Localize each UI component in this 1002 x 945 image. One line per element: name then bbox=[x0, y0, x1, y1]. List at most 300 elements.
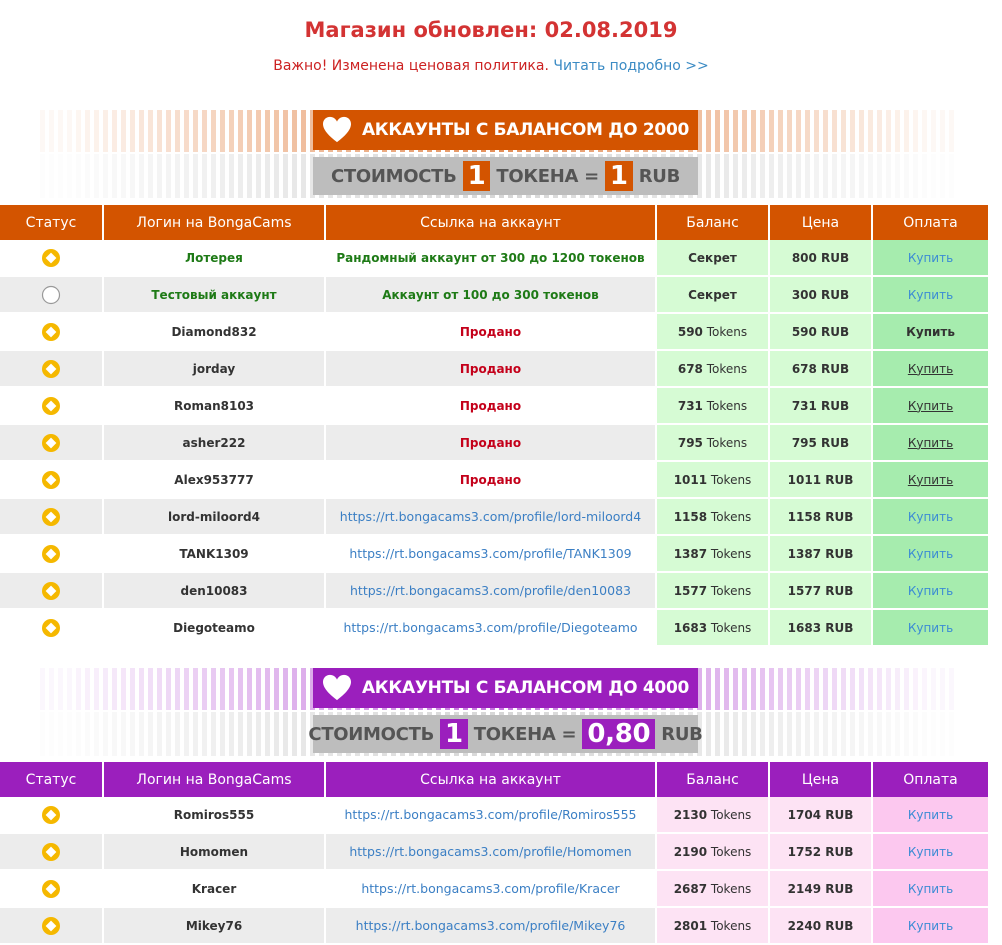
column-header: Логин на BongaCams bbox=[104, 205, 326, 240]
banner-stripe bbox=[112, 110, 117, 152]
banner-stripe bbox=[265, 668, 270, 710]
banner-stripe bbox=[796, 668, 801, 710]
balance-unit: Tokens bbox=[707, 807, 752, 822]
banner-stripe bbox=[859, 712, 864, 756]
table-row bbox=[0, 499, 990, 536]
banner-stripe bbox=[868, 712, 873, 756]
banner-stripe bbox=[760, 712, 765, 756]
banner-stripe bbox=[202, 154, 207, 198]
payment-cell bbox=[873, 277, 990, 314]
buy-button[interactable]: Купить bbox=[907, 546, 954, 561]
banner-stripe bbox=[706, 712, 711, 756]
banner-stripe bbox=[76, 110, 81, 152]
banner-stripe bbox=[94, 668, 99, 710]
price-value: 2240 RUB bbox=[787, 918, 854, 933]
balance-cell bbox=[657, 834, 770, 871]
banner-stripe bbox=[904, 668, 909, 710]
banner-stripe bbox=[283, 712, 288, 756]
banner-stripe bbox=[895, 668, 900, 710]
banner-stripe bbox=[58, 668, 63, 710]
column-header: Статус bbox=[0, 762, 104, 797]
banner-stripe bbox=[238, 110, 243, 152]
sold-label: Продано bbox=[459, 361, 522, 376]
banner-stripe bbox=[94, 110, 99, 152]
login-text: Mikey76 bbox=[185, 918, 243, 933]
banner-stripe bbox=[895, 712, 900, 756]
account-link-cell bbox=[326, 573, 657, 610]
banner-stripe bbox=[769, 110, 774, 152]
login-cell bbox=[104, 499, 326, 536]
balance-unit: Tokens bbox=[707, 918, 752, 933]
buy-button[interactable]: Купить bbox=[907, 918, 954, 933]
account-profile-link[interactable]: https://rt.bongacams3.com/profile/TANK1309 bbox=[349, 546, 632, 561]
banner-stripe bbox=[859, 154, 864, 198]
accounts-table-2000 bbox=[0, 205, 990, 647]
banner-stripe bbox=[76, 154, 81, 198]
login-text: Homomen bbox=[179, 844, 249, 859]
banner-stripe bbox=[850, 110, 855, 152]
banner-stripe bbox=[877, 154, 882, 198]
price-cell bbox=[770, 314, 873, 351]
banner-stripe bbox=[175, 712, 180, 756]
banner-stripe bbox=[121, 712, 126, 756]
login-cell bbox=[104, 240, 326, 277]
banner-stripe bbox=[85, 110, 90, 152]
payment-cell bbox=[873, 240, 990, 277]
balance-unit: Tokens bbox=[702, 324, 748, 339]
buy-button[interactable]: Купить bbox=[907, 844, 954, 859]
buy-button[interactable]: Купить bbox=[907, 435, 954, 450]
banner-stripe bbox=[184, 668, 189, 710]
banner-stripe bbox=[787, 110, 792, 152]
account-profile-link[interactable]: https://rt.bongacams3.com/profile/Romiros555 bbox=[344, 807, 637, 822]
account-link-cell bbox=[326, 277, 657, 314]
banner-stripe bbox=[895, 154, 900, 198]
banner-stripe bbox=[742, 712, 747, 756]
status-cell bbox=[0, 462, 104, 499]
banner-stripe bbox=[859, 668, 864, 710]
banner-stripe bbox=[301, 110, 306, 152]
login-cell bbox=[104, 797, 326, 834]
banner-stripe bbox=[103, 668, 108, 710]
banner-stripe bbox=[733, 712, 738, 756]
banner-stripe bbox=[67, 668, 72, 710]
banner-stripe bbox=[751, 668, 756, 710]
balance-unit: Tokens bbox=[702, 361, 748, 376]
account-description: Аккаунт от 100 до 300 токенов bbox=[382, 287, 599, 302]
buy-button[interactable]: Купить bbox=[907, 250, 954, 265]
balance-unit: Tokens bbox=[702, 435, 748, 450]
payment-cell bbox=[873, 499, 990, 536]
balance-cell bbox=[657, 908, 770, 945]
balance-cell bbox=[657, 314, 770, 351]
banner-stripe bbox=[868, 110, 873, 152]
balance-value: 1011 bbox=[673, 472, 708, 487]
banner-stripe bbox=[715, 110, 720, 152]
buy-button[interactable]: Купить bbox=[907, 807, 954, 822]
price-value: 1683 RUB bbox=[787, 620, 854, 635]
read-more-link[interactable]: Читать подробно >> bbox=[553, 58, 709, 74]
banner-stripe bbox=[112, 154, 117, 198]
banner-stripe bbox=[148, 668, 153, 710]
buy-button[interactable]: Купить bbox=[907, 398, 954, 413]
banner-stripe bbox=[742, 110, 747, 152]
banner-stripe bbox=[139, 668, 144, 710]
banner-stripe bbox=[166, 154, 171, 198]
banner-stripe bbox=[724, 712, 729, 756]
banner-stripe bbox=[256, 668, 261, 710]
account-profile-link[interactable]: https://rt.bongacams3.com/profile/Homomen bbox=[349, 844, 632, 859]
table-row bbox=[0, 908, 990, 945]
sold-label: Продано bbox=[459, 472, 522, 487]
banner-stripe bbox=[301, 668, 306, 710]
banner-stripe bbox=[229, 154, 234, 198]
page-title: Магазин обновлен: 02.08.2019 bbox=[304, 18, 678, 42]
banner-stripe bbox=[850, 712, 855, 756]
banner-stripe bbox=[166, 110, 171, 152]
banner-stripe bbox=[247, 110, 252, 152]
login-text: jorday bbox=[192, 361, 236, 376]
login-text: Romiros555 bbox=[173, 807, 255, 822]
payment-cell bbox=[873, 351, 990, 388]
banner-stripe bbox=[886, 154, 891, 198]
banner-stripe bbox=[787, 712, 792, 756]
account-link-cell bbox=[326, 314, 657, 351]
balance-value: 590 bbox=[677, 324, 703, 339]
banner-stripe bbox=[148, 110, 153, 152]
table-row bbox=[0, 871, 990, 908]
banner-stripe bbox=[778, 712, 783, 756]
login-text: Тестовый аккаунт bbox=[151, 287, 277, 302]
banner-stripe bbox=[58, 154, 63, 198]
price-value: 678 RUB bbox=[791, 361, 850, 376]
column-header: Оплата bbox=[873, 205, 990, 240]
section-title-box bbox=[313, 668, 698, 708]
login-cell bbox=[104, 277, 326, 314]
banner-stripe bbox=[940, 110, 945, 152]
banner-stripe bbox=[787, 668, 792, 710]
rub-number: 1 bbox=[605, 161, 633, 191]
banner-stripe bbox=[814, 110, 819, 152]
balance-value: 795 bbox=[677, 435, 703, 450]
banner-stripe bbox=[931, 110, 936, 152]
banner-stripe bbox=[130, 110, 135, 152]
banner-stripe bbox=[814, 154, 819, 198]
balance-cell bbox=[657, 610, 770, 647]
banner-stripe bbox=[76, 668, 81, 710]
banner-stripe bbox=[220, 712, 225, 756]
banner-stripe bbox=[913, 668, 918, 710]
banner-stripe bbox=[850, 668, 855, 710]
banner-stripe bbox=[751, 154, 756, 198]
banner-stripe bbox=[85, 154, 90, 198]
banner-stripe bbox=[733, 110, 738, 152]
banner-stripe bbox=[274, 154, 279, 198]
balance-unit: Tokens bbox=[707, 881, 752, 896]
active-status-icon bbox=[41, 544, 61, 564]
balance-cell bbox=[657, 351, 770, 388]
banner-stripe bbox=[904, 154, 909, 198]
banner-stripe bbox=[211, 712, 216, 756]
equals-sign: = bbox=[584, 165, 599, 187]
banner-stripe bbox=[139, 110, 144, 152]
balance-cell bbox=[657, 573, 770, 610]
balance-cell bbox=[657, 425, 770, 462]
banner-stripe bbox=[211, 154, 216, 198]
notice-text: Важно! Изменена ценовая политика. bbox=[273, 58, 549, 74]
table-row bbox=[0, 797, 990, 834]
heart-icon bbox=[322, 674, 352, 702]
buy-button[interactable]: Купить bbox=[907, 472, 954, 487]
column-header: Статус bbox=[0, 205, 104, 240]
sold-label: Продано bbox=[459, 398, 522, 413]
banner-stripe bbox=[868, 154, 873, 198]
column-header: Оплата bbox=[873, 762, 990, 797]
banner-stripe bbox=[832, 154, 837, 198]
status-cell bbox=[0, 871, 104, 908]
status-cell bbox=[0, 573, 104, 610]
banner-stripe bbox=[823, 154, 828, 198]
balance-unit: Tokens bbox=[707, 620, 752, 635]
buy-button[interactable]: Купить bbox=[907, 881, 954, 896]
banner-stripe bbox=[796, 712, 801, 756]
column-header: Ссылка на аккаунт bbox=[326, 762, 657, 797]
banner-stripe bbox=[40, 712, 45, 756]
active-status-icon bbox=[41, 322, 61, 342]
banner-stripe bbox=[949, 110, 954, 152]
balance-value: 1577 bbox=[673, 583, 708, 598]
column-header: Цена bbox=[770, 205, 873, 240]
banner-stripe bbox=[220, 110, 225, 152]
account-profile-link[interactable]: https://rt.bongacams3.com/profile/Mikey76 bbox=[355, 918, 626, 933]
banner-stripe bbox=[859, 110, 864, 152]
banner-stripe bbox=[832, 668, 837, 710]
banner-stripe bbox=[238, 712, 243, 756]
table-row bbox=[0, 388, 990, 425]
buy-button[interactable]: Купить bbox=[907, 583, 954, 598]
price-value: 2149 RUB bbox=[787, 881, 854, 896]
banner-stripe bbox=[220, 668, 225, 710]
banner-stripe bbox=[841, 712, 846, 756]
banner-stripe bbox=[733, 154, 738, 198]
banner-stripe bbox=[184, 110, 189, 152]
banner-stripe bbox=[85, 668, 90, 710]
banner-stripe bbox=[184, 154, 189, 198]
banner-stripe bbox=[130, 712, 135, 756]
banner-stripe bbox=[796, 154, 801, 198]
banner-stripe bbox=[814, 712, 819, 756]
buy-button[interactable]: Купить bbox=[907, 287, 954, 302]
banner-stripe bbox=[40, 110, 45, 152]
table-row bbox=[0, 573, 990, 610]
account-profile-link[interactable]: https://rt.bongacams3.com/profile/Kracer bbox=[361, 881, 620, 896]
banner-stripe bbox=[148, 154, 153, 198]
banner-stripe bbox=[247, 154, 252, 198]
balance-value: Секрет bbox=[688, 287, 737, 302]
payment-cell bbox=[873, 462, 990, 499]
banner-stripe bbox=[103, 110, 108, 152]
balance-cell bbox=[657, 388, 770, 425]
banner-stripe bbox=[121, 154, 126, 198]
price-value: 300 RUB bbox=[791, 287, 850, 302]
banner-stripe bbox=[139, 712, 144, 756]
status-cell bbox=[0, 834, 104, 871]
banner-stripe bbox=[193, 154, 198, 198]
active-status-icon bbox=[41, 805, 61, 825]
account-link-cell bbox=[326, 388, 657, 425]
banner-stripe bbox=[751, 110, 756, 152]
banner-stripe bbox=[760, 668, 765, 710]
banner-stripe bbox=[940, 712, 945, 756]
banner-stripe bbox=[40, 154, 45, 198]
account-profile-link[interactable]: https://rt.bongacams3.com/profile/lord-miloord4 bbox=[339, 509, 642, 524]
banner-stripe bbox=[823, 668, 828, 710]
rub-label: RUB bbox=[661, 723, 703, 745]
account-description: Рандомный аккаунт от 300 до 1200 токенов bbox=[336, 250, 645, 265]
banner-stripe bbox=[67, 110, 72, 152]
price-value: 795 RUB bbox=[791, 435, 850, 450]
section-banner-2000 bbox=[40, 110, 958, 198]
banner-stripe bbox=[238, 154, 243, 198]
banner-stripe bbox=[265, 712, 270, 756]
banner-stripe bbox=[292, 668, 297, 710]
balance-cell bbox=[657, 499, 770, 536]
payment-cell bbox=[873, 871, 990, 908]
banner-stripe bbox=[229, 712, 234, 756]
balance-cell bbox=[657, 871, 770, 908]
login-text: Лотерея bbox=[185, 250, 243, 265]
balance-cell bbox=[657, 797, 770, 834]
banner-stripe bbox=[58, 712, 63, 756]
active-status-icon bbox=[41, 248, 61, 268]
login-cell bbox=[104, 314, 326, 351]
table-row bbox=[0, 240, 990, 277]
banner-stripe bbox=[292, 110, 297, 152]
banner-stripe bbox=[715, 154, 720, 198]
banner-stripe bbox=[751, 712, 756, 756]
status-cell bbox=[0, 425, 104, 462]
active-status-icon bbox=[41, 916, 61, 936]
status-cell bbox=[0, 240, 104, 277]
banner-stripe bbox=[832, 110, 837, 152]
banner-stripe bbox=[49, 110, 54, 152]
balance-cell bbox=[657, 277, 770, 314]
banner-stripe bbox=[922, 154, 927, 198]
login-text: Diegoteamo bbox=[173, 620, 255, 635]
balance-unit: Tokens bbox=[707, 509, 752, 524]
account-link-cell bbox=[326, 797, 657, 834]
banner-stripe bbox=[112, 668, 117, 710]
balance-unit: Tokens bbox=[707, 583, 752, 598]
balance-cell bbox=[657, 240, 770, 277]
banner-stripe bbox=[940, 154, 945, 198]
banner-stripe bbox=[805, 712, 810, 756]
active-status-icon bbox=[41, 842, 61, 862]
buy-button[interactable]: Купить bbox=[907, 361, 954, 376]
account-link-cell bbox=[326, 871, 657, 908]
price-value: 1387 RUB bbox=[787, 546, 854, 561]
banner-stripe bbox=[913, 154, 918, 198]
inactive-status-icon bbox=[41, 285, 61, 305]
banner-stripe bbox=[877, 668, 882, 710]
banner-stripe bbox=[49, 712, 54, 756]
status-cell bbox=[0, 351, 104, 388]
account-profile-link[interactable]: https://rt.bongacams3.com/profile/den10083 bbox=[350, 583, 631, 598]
sold-label: Продано bbox=[459, 435, 522, 450]
banner-stripe bbox=[931, 668, 936, 710]
banner-stripe bbox=[166, 712, 171, 756]
banner-stripe bbox=[112, 712, 117, 756]
banner-stripe bbox=[841, 668, 846, 710]
balance-value: 2130 bbox=[673, 807, 708, 822]
payment-cell bbox=[873, 610, 990, 647]
active-status-icon bbox=[41, 618, 61, 638]
payment-cell bbox=[873, 536, 990, 573]
banner-stripe bbox=[805, 110, 810, 152]
active-status-icon bbox=[41, 507, 61, 527]
banner-stripe bbox=[706, 110, 711, 152]
buy-button[interactable]: Купить bbox=[906, 324, 955, 339]
status-cell bbox=[0, 610, 104, 647]
price-cell bbox=[770, 277, 873, 314]
banner-stripe bbox=[130, 668, 135, 710]
status-cell bbox=[0, 314, 104, 351]
account-link-cell bbox=[326, 834, 657, 871]
status-cell bbox=[0, 388, 104, 425]
balance-value: 1387 bbox=[673, 546, 708, 561]
banner-stripe bbox=[157, 154, 162, 198]
banner-stripe bbox=[769, 712, 774, 756]
price-cell bbox=[770, 573, 873, 610]
rub-number: 0,80 bbox=[582, 719, 655, 749]
banner-stripe bbox=[949, 154, 954, 198]
account-profile-link[interactable]: https://rt.bongacams3.com/profile/Diegoteamo bbox=[343, 620, 638, 635]
banner-stripe bbox=[193, 110, 198, 152]
banner-stripe bbox=[841, 110, 846, 152]
login-cell bbox=[104, 536, 326, 573]
column-header: Ссылка на аккаунт bbox=[326, 205, 657, 240]
cost-label: СТОИМОСТЬ bbox=[330, 165, 457, 187]
payment-cell bbox=[873, 314, 990, 351]
price-cell bbox=[770, 908, 873, 945]
price-cell bbox=[770, 425, 873, 462]
login-cell bbox=[104, 871, 326, 908]
price-value: 1011 RUB bbox=[787, 472, 854, 487]
banner-stripe bbox=[157, 668, 162, 710]
banner-stripe bbox=[130, 154, 135, 198]
buy-button[interactable]: Купить bbox=[907, 509, 954, 524]
login-text: lord-miloord4 bbox=[168, 509, 260, 524]
login-cell bbox=[104, 834, 326, 871]
balance-value: 2687 bbox=[673, 881, 708, 896]
banner-stripe bbox=[184, 712, 189, 756]
banner-stripe bbox=[733, 668, 738, 710]
token-cost-box bbox=[313, 157, 698, 195]
banner-stripe bbox=[742, 668, 747, 710]
payment-cell bbox=[873, 388, 990, 425]
banner-stripe bbox=[724, 668, 729, 710]
banner-stripe bbox=[742, 154, 747, 198]
banner-stripe bbox=[922, 110, 927, 152]
payment-cell bbox=[873, 573, 990, 610]
banner-stripe bbox=[274, 110, 279, 152]
banner-stripe bbox=[904, 712, 909, 756]
section-title: АККАУНТЫ С БАЛАНСОМ ДО 2000 bbox=[361, 120, 690, 140]
banner-stripe bbox=[283, 154, 288, 198]
balance-value: 2190 bbox=[673, 844, 708, 859]
buy-button[interactable]: Купить bbox=[907, 620, 954, 635]
price-value: 1158 RUB bbox=[787, 509, 854, 524]
